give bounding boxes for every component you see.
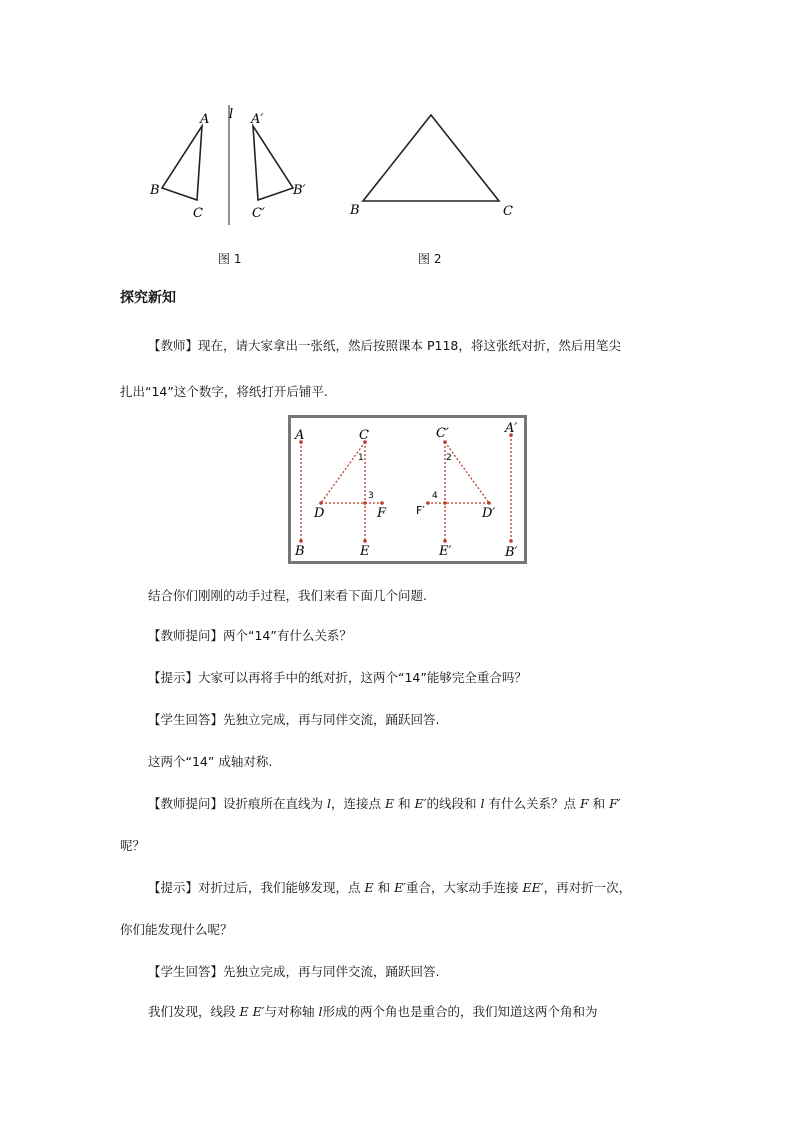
label-b: B [295, 544, 305, 559]
figure-2 [345, 105, 530, 220]
student-answer-2: 【学生回答】先独立完成，再与同伴交流，踊跃回答. [148, 964, 440, 979]
triangle-abc [162, 126, 202, 200]
label-e-prime: E′ [439, 544, 452, 559]
hint-2-line-1: 【提示】对折过后，我们能够发现，点 E 和 E′重合，大家动手连接 EE′，再对折一次， [148, 880, 632, 895]
label-c: C [503, 204, 513, 219]
label-angle-2: 2 [446, 453, 452, 463]
label-c-prime: C′ [252, 206, 265, 221]
section-title: 探究新知 [120, 290, 176, 306]
label-a: A [295, 428, 305, 443]
teacher-instruction-line-1: 【教师】现在，请大家拿出一张纸，然后按照课本 P118，将这张纸对折，然后用笔尖 [148, 338, 621, 353]
label-angle-3: 3 [368, 491, 374, 501]
label-e: E [360, 544, 370, 559]
figure-1 [140, 100, 330, 240]
conclusion-axis-symmetry: 这两个“14” 成轴对称. [148, 754, 273, 769]
label-f-prime: F′ [416, 504, 425, 517]
label-angle-1: 1 [358, 453, 364, 463]
hint-1: 【提示】大家可以再将手中的纸对折，这两个“14”能够完全重合吗？ [148, 670, 527, 685]
figure-2-caption: 图 2 [418, 252, 442, 266]
student-answer-1: 【学生回答】先独立完成，再与同伴交流，踊跃回答. [148, 712, 440, 727]
label-d: D [314, 506, 325, 521]
teacher-question-2-line-1: 【教师提问】设折痕所在直线为 l，连接点 E 和 E′的线段和 l 有什么关系？点 F 和 F′ [148, 796, 621, 811]
label-b: B [150, 183, 160, 198]
label-a-prime: A′ [505, 421, 518, 436]
label-c-prime: C′ [436, 426, 449, 441]
teacher-question-2-line-2: 呢？ [120, 838, 146, 853]
label-b-prime: B′ [293, 183, 306, 198]
figure-14-symmetric [288, 415, 528, 565]
triangle-figure-2 [363, 115, 499, 201]
teacher-instruction-line-2: 扎出“14”这个数字，将纸打开后铺平. [120, 384, 328, 399]
label-d-prime: D′ [482, 506, 496, 521]
label-c: C [359, 428, 369, 443]
label-a: A [200, 112, 210, 127]
label-a-prime: A′ [251, 112, 264, 127]
label-b: B [350, 203, 360, 218]
triangle-abc-prime [253, 126, 293, 200]
label-c: C [193, 206, 203, 221]
label-f: F [377, 506, 387, 521]
figure-1-caption: 图 1 [218, 252, 242, 266]
label-angle-4: 4 [432, 491, 438, 501]
teacher-question-1: 【教师提问】两个“14”有什么关系？ [148, 628, 352, 643]
discovery-paragraph: 我们发现，线段 E E′与对称轴 l形成的两个角也是重合的，我们知道这两个角和为 [148, 1004, 598, 1019]
axis-label-l: l [229, 107, 234, 122]
figure-frame [290, 417, 526, 563]
hint-2-line-2: 你们能发现什么呢？ [120, 922, 233, 937]
label-b-prime: B′ [505, 545, 518, 560]
paragraph-intro-questions: 结合你们刚刚的动手过程，我们来看下面几个问题. [148, 588, 427, 603]
